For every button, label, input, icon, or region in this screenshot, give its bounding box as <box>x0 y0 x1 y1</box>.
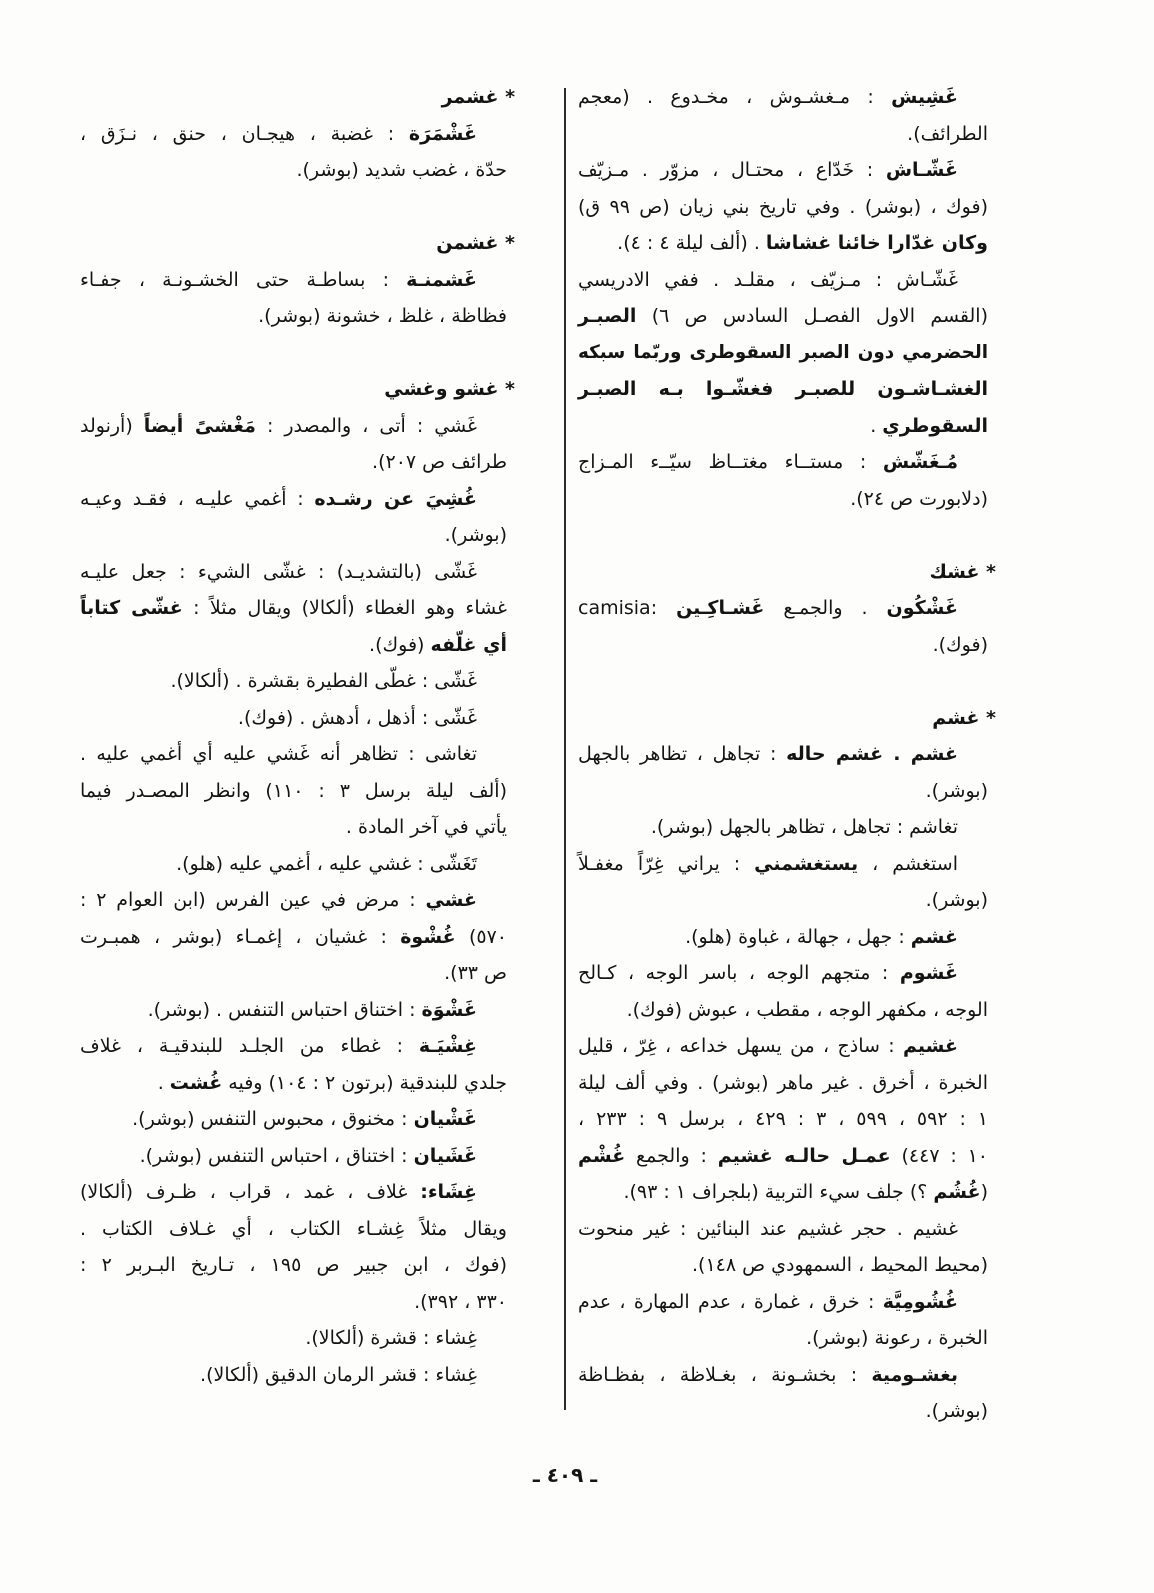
entry-line <box>578 444 988 481</box>
entry-paragraph <box>578 444 988 517</box>
entry-paragraph <box>578 919 988 956</box>
entry-line <box>578 79 988 116</box>
bold-text: غُشِيَ عن رشـده <box>314 487 477 510</box>
line-text: غَشّـاش : مـزيّف ، مقلـد . ففي الادريسي <box>578 268 958 291</box>
entry-line <box>80 1320 507 1357</box>
entry-paragraph <box>578 1211 988 1284</box>
entry-line <box>80 152 507 189</box>
line-text: : مـغشـوش ، مخـدوع . (معجم <box>578 86 892 108</box>
entry-line <box>578 1320 988 1357</box>
entry-paragraph <box>80 1138 507 1175</box>
entry-paragraph <box>80 736 507 846</box>
entry-line <box>80 1101 507 1138</box>
bold-text: غُشْم <box>578 1144 626 1167</box>
entry-line <box>578 1065 988 1102</box>
line-text: غَشّى : أذهل ، أدهش . (فوك). <box>237 706 477 729</box>
bold-text: غُشُومِيَّة <box>882 1290 958 1313</box>
entry-line <box>578 408 988 445</box>
page-number: ـ ٤٠٩ ـ <box>532 1463 598 1487</box>
entry-line <box>80 1138 507 1175</box>
line-text: (بوشر). <box>444 524 507 546</box>
line-text: غَشي : أتى ، والمصدر : <box>255 414 477 437</box>
bold-text: بغشـومية <box>871 1363 958 1386</box>
left-column <box>80 79 515 1393</box>
line-text: ١ : ٥٩٢ ، ٥٩٩ ، ٣ : ٤٢٩ ، برسل ٩ : ٢٣٣ ، <box>578 1108 989 1130</box>
line-text: ويقال مثلاً غِشـاء الكتاب ، أي غـلاف الكتاب . <box>80 1217 507 1240</box>
entry-paragraph <box>80 554 507 664</box>
entry-paragraph <box>578 736 988 809</box>
line-text: (بوشر). <box>925 889 988 911</box>
entry-line <box>578 1247 988 1284</box>
line-text: جلدي للبندقية (برتون ٢ : ١٠٤) وفيه <box>222 1071 507 1094</box>
bold-text: غشم . غشم حاله <box>786 743 958 765</box>
entry-line <box>80 590 507 627</box>
entry-line <box>80 809 507 846</box>
entry-paragraph <box>80 846 507 883</box>
entry-line <box>578 590 988 627</box>
entry-line <box>578 846 988 883</box>
bold-text: غشي <box>425 889 477 911</box>
right-column <box>578 79 996 1430</box>
line-text: غِشاء : قشرة (ألكالا). <box>305 1327 477 1349</box>
entry-paragraph <box>80 1357 507 1394</box>
entry-heading: * غشمن <box>436 232 515 254</box>
entry-line <box>80 992 507 1029</box>
entry-line <box>80 700 507 737</box>
line-text: : خَدّاع ، محتـال ، مزوّر . مـزيّف <box>578 159 886 181</box>
line-text: (فوك ، ابن جبير ص ١٩٥ ، تـاريخ البـربر ٢ : <box>80 1254 507 1276</box>
entry-paragraph <box>578 1284 988 1357</box>
entry-line <box>578 1357 988 1394</box>
entry-line <box>80 1211 507 1248</box>
bold-text: غَشَيان <box>413 1144 477 1167</box>
line-text: : غطاء من الجلـد للبندقيـة ، غلاف <box>80 1035 419 1057</box>
line-text: ص ٣٣). <box>444 962 507 984</box>
entry-paragraph <box>80 882 507 992</box>
entry-line <box>578 189 988 226</box>
entry-line <box>578 919 988 956</box>
line-text: الخبرة ، رعونة (بوشر). <box>806 1327 988 1349</box>
line-text: : متجهم الوجه ، باسر الوجه ، كـالح <box>578 962 900 984</box>
line-text: . (ألف ليلة ٤ : ٤). <box>617 232 766 254</box>
line-text: : أغمي عليـه ، فقـد وعيـه <box>80 487 315 510</box>
bold-text: أي غلّفه <box>430 633 507 656</box>
entry-line <box>80 1065 507 1102</box>
entry-line <box>80 554 507 591</box>
entry-line <box>578 262 988 299</box>
line-text: (بوشر). <box>925 779 988 802</box>
entry-line <box>80 736 507 773</box>
entry-line <box>80 481 507 518</box>
bold-text: غَشْيان <box>413 1108 477 1130</box>
line-text: : اختناق احتباس التنفس . (بوشر). <box>147 998 422 1021</box>
bold-text: غِشْيَـة <box>418 1035 477 1057</box>
entry-line <box>578 1284 988 1321</box>
line-text: (دلابورت ص ٢٤). <box>850 487 988 510</box>
line-text: غلاف ، غمد ، قراب ، ظـرف (ألكالا) <box>80 1181 421 1203</box>
entry-line <box>80 882 507 919</box>
entry-heading: * غشو وغشي <box>384 378 515 400</box>
line-text: : خرق ، غمارة ، عدم المهارة ، عدم <box>578 1290 883 1313</box>
entry-line <box>578 955 988 992</box>
entry-line <box>80 773 507 810</box>
line-text: : ساذج ، من يسهل خداعه ، غِرّ ، قليل <box>578 1035 904 1057</box>
entry-paragraph <box>80 992 507 1029</box>
bold-text: غَشْوَة <box>421 998 477 1021</box>
entry-paragraph <box>80 1174 507 1320</box>
entry-line <box>578 371 988 408</box>
entry-line <box>80 1284 507 1321</box>
entry-line <box>578 335 988 372</box>
line-text: غَشّى (بالتشديـد) : غشّى الشيء : جعل عليـه <box>80 560 477 583</box>
entry-line <box>80 408 507 445</box>
line-text: . <box>870 414 883 437</box>
bold-text: غشيم <box>903 1035 958 1057</box>
entry-line <box>578 152 988 189</box>
line-text: الخبرة ، أخرق . غير ماهر (بوشر) . وفي ألف ليلة <box>578 1071 988 1094</box>
entry-line <box>578 1028 988 1065</box>
entry-paragraph <box>578 1357 988 1430</box>
line-text: تغاشى : تظاهر أنه غَشي عليه أي أغمي عليه . <box>80 743 477 765</box>
entry-paragraph <box>578 1028 988 1211</box>
line-text: : مخنوق ، محبوس التنفس (بوشر). <box>132 1108 414 1130</box>
bold-text: وكان غدّارا خائنا غشاشا <box>765 232 988 254</box>
line-text: فظاظة ، غلظ ، خشونة (بوشر). <box>258 305 507 327</box>
entry-paragraph <box>80 116 507 189</box>
bold-text: يستغشمني <box>754 852 859 875</box>
bold-text: مَغْشىً أيضاً <box>143 414 256 437</box>
line-text: ؟) جلف سيء التربية (بلجراف ١ : ٩٣). <box>623 1181 934 1203</box>
line-text: (فوك). <box>369 633 431 656</box>
entry-paragraph <box>80 481 507 554</box>
bold-text: غَشِيش <box>891 86 958 108</box>
entry-heading: * غشمر <box>441 86 515 108</box>
entry-line <box>80 1247 507 1284</box>
line-text: : اختناق ، احتباس التنفس (بوشر). <box>139 1144 414 1167</box>
bold-text: غشّى كتاباً <box>80 597 183 619</box>
line-text: (بوشر). <box>925 1400 988 1422</box>
line-text: ( <box>980 1181 988 1203</box>
entry-line <box>80 517 507 554</box>
bold-text: غَشْكُون <box>886 597 958 619</box>
entry-paragraph <box>578 955 988 1028</box>
entry-line <box>578 1174 988 1211</box>
bold-text: الصبـر <box>578 305 637 327</box>
line-text: : بساطـة حتى الخشـونـة ، جفـاء <box>80 268 407 291</box>
line-text: (ألف ليلة برسل ٣ : ١١٠) وانظر المصـدر فيما <box>80 779 507 802</box>
line-text: . <box>157 1071 170 1094</box>
line-text: : مستــاء مغتــاظ سيّــء المـزاج <box>578 451 883 473</box>
bold-text: غُشْوة <box>400 925 456 948</box>
line-text: : بخشـونة ، بغـلاظة ، بفظـاظة <box>578 1363 872 1386</box>
line-text: :camisia <box>578 597 677 619</box>
entry-paragraph <box>80 663 507 700</box>
line-text: حدّة ، غضب شديد (بوشر). <box>296 159 507 181</box>
line-text: (أرنولد <box>80 414 144 437</box>
line-text: غشاء وهو الغطاء (ألكالا) ويقال مثلاً : <box>182 597 507 619</box>
line-text: غشيم . حجر غشيم عند البنائين : غير منحوت <box>578 1217 958 1240</box>
line-text: الطرائف). <box>907 122 988 145</box>
line-text: غَشّى : غطّى الفطيرة بقشرة . (ألكالا). <box>170 670 477 692</box>
line-text: (القسم الاول الفصـل السادس ص ٦) <box>636 305 989 327</box>
bold-text: غُشُم <box>933 1181 981 1203</box>
entry-line <box>80 444 507 481</box>
entry-line <box>80 846 507 883</box>
entry-line <box>80 919 507 956</box>
entry-paragraph <box>80 1101 507 1138</box>
line-text: يأتي في آخر المادة . <box>345 816 507 838</box>
line-text: : تجاهل ، تظاهر بالجهل <box>578 743 787 765</box>
entry-paragraph <box>578 590 988 663</box>
entry-paragraph <box>578 809 988 846</box>
entry-line <box>80 116 507 153</box>
entry-paragraph <box>578 79 988 152</box>
line-text: ٥٧٠) <box>455 925 508 948</box>
bold-text: غَشوم <box>899 962 958 984</box>
entry-line <box>578 116 988 153</box>
entry-line <box>80 298 507 335</box>
line-text: (فوك ، (بوشر) . وفي تاريخ بني زيان (ص ٩٩ ق) <box>578 195 988 218</box>
entry-line <box>80 955 507 992</box>
bold-text: عمـل حالـه غشيم <box>717 1144 891 1167</box>
entry-line <box>578 1138 988 1175</box>
bold-text: غُشت <box>169 1071 223 1094</box>
line-text: الوجه ، مكفهر الوجه ، مقطب ، عبوش (فوك). <box>626 998 988 1021</box>
entry-line <box>80 627 507 664</box>
line-text: تَغَشّى : غشي عليه ، أغمي عليه (هلو). <box>176 852 477 875</box>
bold-text: غشم <box>910 925 958 948</box>
line-text: . والجمـع <box>764 597 887 619</box>
entry-line <box>578 1211 988 1248</box>
bold-text: غَشـاكِـين <box>676 597 765 619</box>
line-text: (فوك). <box>932 633 988 656</box>
entry-line <box>578 736 988 773</box>
line-text: : غضبة ، هيجـان ، حنق ، نـزَق ، <box>80 122 409 145</box>
entry-line <box>578 882 988 919</box>
bold-text: الغشـاشـون للصبـر فغشّـوا بـه الصبـر <box>578 378 988 400</box>
line-text: طرائف ص ٢٠٧). <box>372 451 507 473</box>
entry-line <box>578 1393 988 1430</box>
entry-paragraph <box>80 700 507 737</box>
line-text: : والجمع <box>625 1144 718 1167</box>
line-text: ٣٣٠ ، ٣٩٢). <box>414 1290 507 1313</box>
entry-line <box>80 1028 507 1065</box>
line-text: : يراني غِرّاً مغفـلاً <box>578 852 755 875</box>
entry-line <box>578 1101 988 1138</box>
bold-text: غَشّـاش <box>885 159 958 181</box>
entry-line <box>80 663 507 700</box>
entry-heading: * غشك <box>929 560 996 583</box>
column-divider <box>564 88 566 1410</box>
bold-text: السقوطري <box>882 414 988 437</box>
entry-paragraph <box>80 1028 507 1101</box>
bold-text: غِشَاء: <box>420 1181 477 1203</box>
entry-paragraph <box>578 846 988 919</box>
entry-line <box>80 1357 507 1394</box>
entry-paragraph <box>80 408 507 481</box>
entry-paragraph <box>80 1320 507 1357</box>
line-text: : مرض في عين الفرس (ابن العوام ٢ : <box>80 889 426 911</box>
entry-line <box>578 809 988 846</box>
line-text: (محيط المحيط ، السمهودي ص ١٤٨). <box>692 1254 988 1276</box>
entry-line <box>578 773 988 810</box>
line-text: غِشاء : قشر الرمان الدقيق (ألكالا). <box>200 1363 477 1386</box>
bold-text: غَشمنـة <box>406 268 477 291</box>
entry-line <box>578 481 988 518</box>
line-text: : غشيان ، إغمـاء (بوشر ، همبـرت <box>80 925 401 948</box>
entry-paragraph <box>578 262 988 445</box>
line-text: ١٠ : ٤٤٧) <box>890 1144 989 1167</box>
entry-line <box>80 1174 507 1211</box>
line-text: تغاشم : تجاهل ، تظاهر بالجهل (بوشر). <box>650 816 958 838</box>
bold-text: الحضرمي دون الصبر السقوطرى وربّما سبكه <box>578 341 988 363</box>
bold-text: غَشْمَرَة <box>408 122 477 145</box>
entry-paragraph <box>578 152 988 262</box>
line-text: استغشم ، <box>858 852 958 875</box>
entry-line <box>578 992 988 1029</box>
entry-line <box>80 262 507 299</box>
entry-line <box>578 298 988 335</box>
entry-line <box>578 225 988 262</box>
entry-heading: * غشم <box>932 706 996 729</box>
entry-paragraph <box>80 262 507 335</box>
bold-text: مُـغَشّش <box>882 451 958 473</box>
entry-line <box>578 627 988 664</box>
line-text: : جهل ، جهالة ، غباوة (هلو). <box>685 925 911 948</box>
